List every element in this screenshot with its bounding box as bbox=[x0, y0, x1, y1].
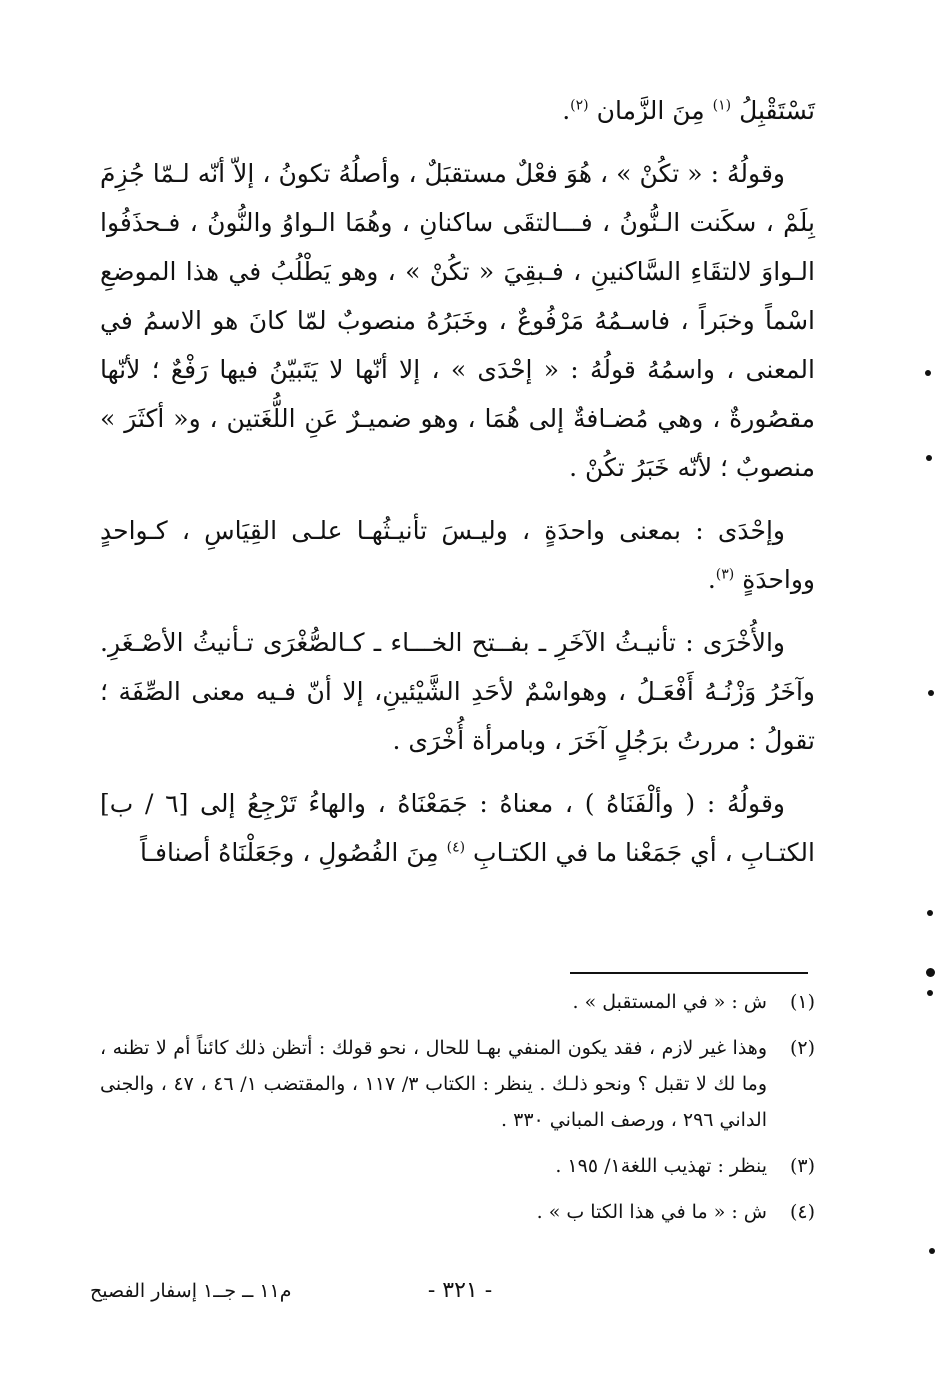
text-run: وقولُهُ : « تكُنْ » ، هُوَ فعْلٌ مستقبَلٌ ، وأصلُهُ تكونُ ، إلاّ أنّه لـمّا جُزِمَ بِلَمْ ، سكَنت الـنُّونُ ، فـــالتقَى ساكنانِ ، وهُمَا الـواوُ والنُّونُ ، فـحذَفُوا الـواوَ لالتقَاءِ السَّاكنينِ ، فـبقِيَ « تكُنْ » ، وهو يَطْلُبُ في هذا الموضعِ اسْماً وخبَراً ، فاسـمُهُ مَرْفُوعٌ ، وخَبَرُهُ منصوبٌ لمّا كانَ هو الاسمُ في المعنى ، واسمُهُ قولُهُ : « إحْدَى » ، إلا أنّها لا يَتَبيّنُ فيها رَفْعٌ ؛ لأنّها مقصُورةٌ ، وهي مُضـافةٌ إلى هُمَا ، وهو ضميـرٌ عَنِ اللُّغَتين ، و« أكثَرَ » منصوبٌ ؛ لأنّه خَبَرُ تكُنْ . bbox=[100, 159, 815, 482]
text-run: والأُخْرَى : تأنيـثُ الآخَرِ ـ بفــتح الخـــاء ـ كـالصُّغْرَى تـأنيثُ الأصْـغَرِ. وآخَرُ وَزْنُـهُ أَفْعَـلُ ، وهواسْمٌ لأحَدِ الشَّيْئينِ، إلا أنّ فـيه معنى الصِّفَة ؛ تقولُ : مررتُ برَجُلٍ آخَرَ ، وبامرأة أُخْرَى . bbox=[100, 628, 815, 755]
text-run: مِنَ الفُصُولِ ، وجَعَلْنَاهُ أصنافـاً bbox=[140, 838, 439, 867]
footnote-ref: (٣) bbox=[715, 566, 735, 583]
page-footer bbox=[0, 1278, 939, 1308]
footnote bbox=[100, 1148, 815, 1184]
footnote bbox=[100, 1030, 815, 1138]
scan-speck bbox=[928, 690, 934, 696]
paragraph-4 bbox=[100, 618, 815, 765]
footnote-text: ش : « في المستقبل » . bbox=[572, 991, 767, 1013]
footnote-ref: (٢) bbox=[570, 97, 589, 114]
footnote bbox=[100, 1194, 815, 1230]
scan-speck bbox=[927, 990, 933, 996]
footnotes bbox=[100, 984, 815, 1240]
text-run: تَسْتَقْبِلُ bbox=[739, 96, 815, 125]
footnote-ref: (٤) bbox=[446, 839, 466, 856]
scan-speck bbox=[926, 455, 932, 461]
text-run: مِنَ الزَّمان bbox=[596, 96, 705, 125]
text-run: وإحْدَى : بمعنى واحدَةٍ ، وليـسَ تأنيـثُهـا علـى القِيَاسِ ، كـواحدٍ وواحدَةٍ bbox=[100, 516, 815, 594]
text-run: . bbox=[707, 565, 716, 594]
paragraph-5 bbox=[100, 779, 815, 877]
footnote bbox=[100, 984, 815, 1020]
main-text bbox=[100, 86, 815, 891]
scan-speck bbox=[925, 370, 931, 376]
text-run: وقولُهُ : ( وألْفَنَاهُ ) ، معناهُ : جَمَعْنَاهُ ، والهاءُ تَرْجِعُ إلى [٦ / ب] الكتـابِ ، أي جَمَعْنا ما في الكتـابِ bbox=[100, 789, 815, 867]
paragraph-1 bbox=[100, 86, 815, 135]
footnote-ref: (١) bbox=[712, 97, 732, 114]
footnote-text: ش : « ما في هذا الكتا ب » . bbox=[536, 1201, 767, 1223]
footnote-separator bbox=[570, 972, 808, 974]
text-run: . bbox=[562, 96, 571, 125]
scan-speck bbox=[927, 910, 933, 916]
footnote-text: وهذا غير لازم ، فقد يكون المنفي بهـا للحال ، نحو قولك : أتظن ذلك كائناً أم لا تظنه ، وما لك لا تقبل ؟ ونحو ذلـك . ينظر : الكتاب ٣/ ١١٧ ، والمقتضب ١/ ٤٦ ، ٤٧ ، والجنى الداني ٢٩٦ ، ورصف المباني ٣٣٠ . bbox=[100, 1037, 768, 1131]
footnote-number: (٣) bbox=[789, 1155, 815, 1177]
footnote-number: (٢) bbox=[789, 1037, 815, 1059]
scan-speck bbox=[929, 1248, 935, 1254]
scan-speck bbox=[926, 968, 935, 977]
footnote-text: ينظر : تهذيب اللغة١/ ١٩٥ . bbox=[555, 1155, 767, 1177]
paragraph-2 bbox=[100, 149, 815, 492]
footnote-number: (٤) bbox=[789, 1201, 815, 1223]
page-number: - ٣٢١ - bbox=[427, 1278, 493, 1303]
printer-signature: م١١ ــ جــ١ إسفار الفصيح bbox=[90, 1280, 292, 1302]
paragraph-3 bbox=[100, 506, 815, 604]
footnote-number: (١) bbox=[789, 991, 815, 1013]
